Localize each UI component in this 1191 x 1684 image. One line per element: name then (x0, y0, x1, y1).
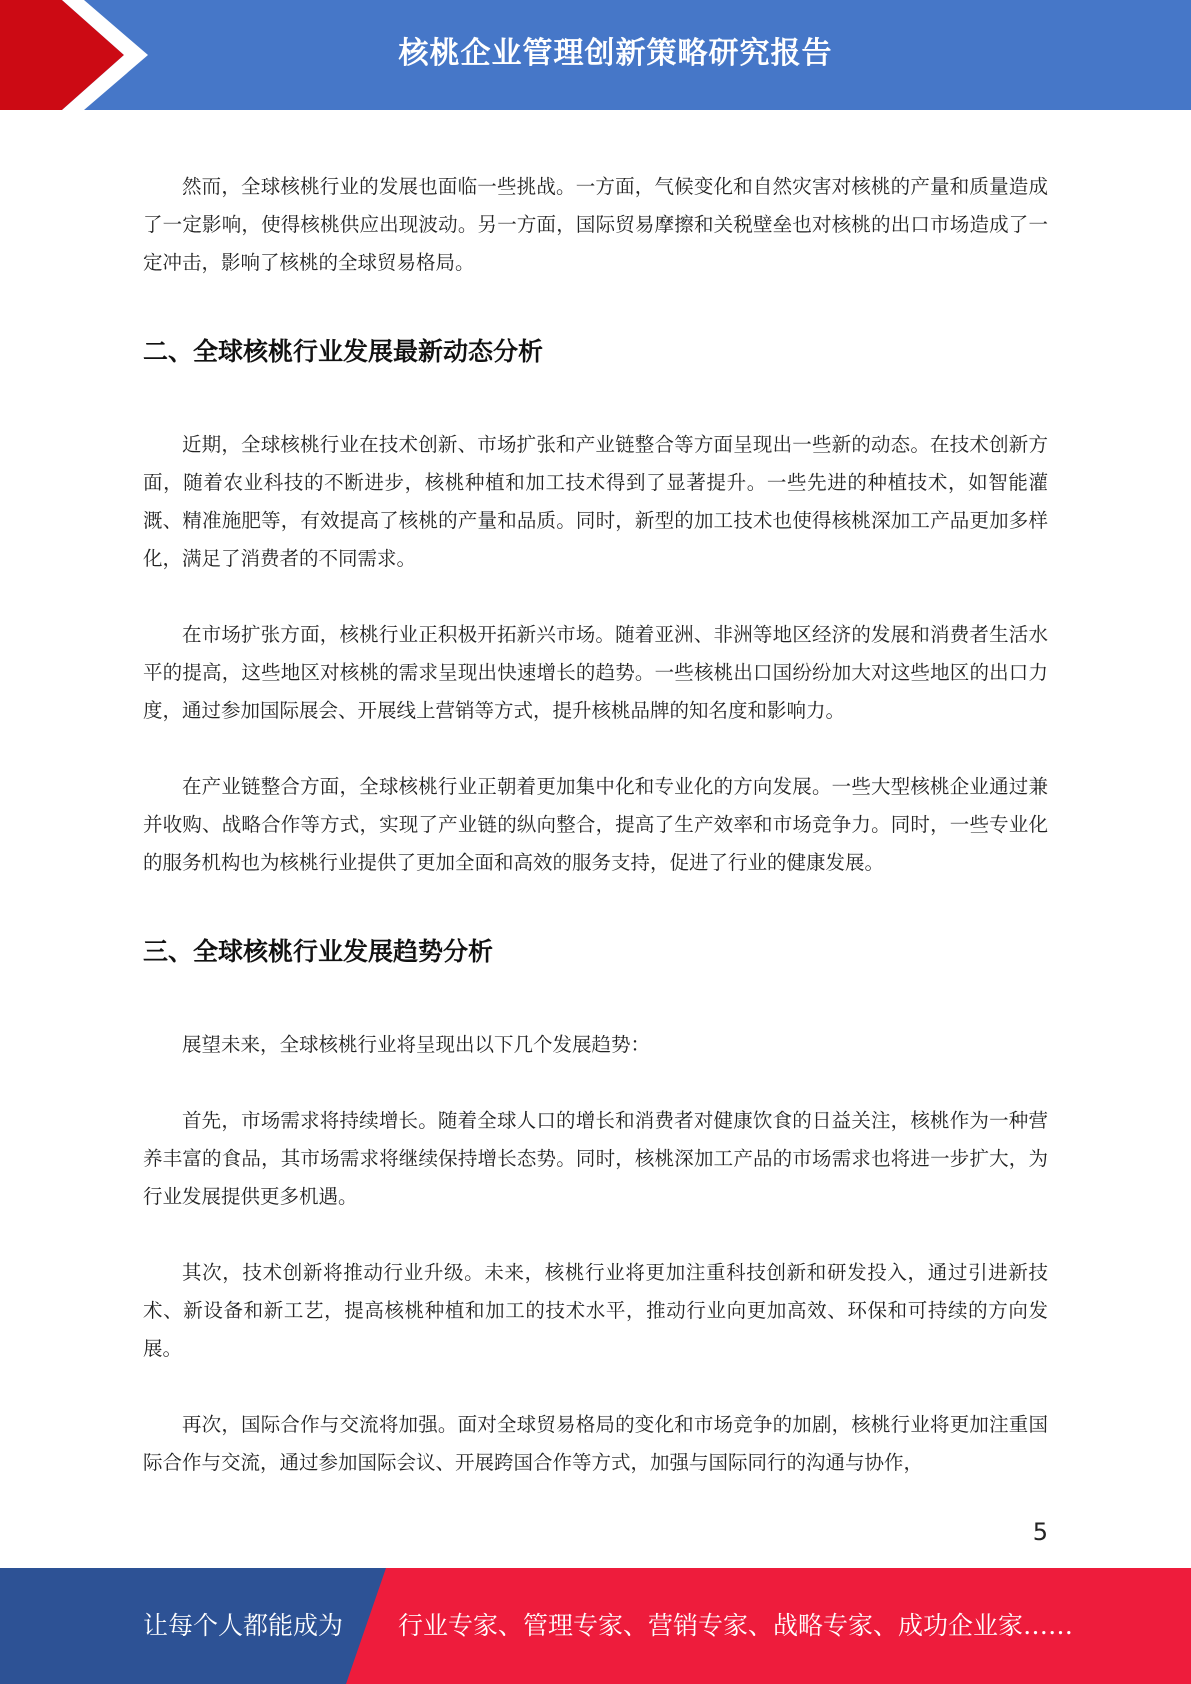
paragraph-second-trend: 其次，技术创新将推动行业升级。未来，核桃行业将更加注重科技创新和研发投入，通过引进新技术、新设备和新工艺，提高核桃种植和加工的技术水平，推动行业向更加高效、环保和可持续的方向发展。 (143, 1261, 1048, 1360)
paragraph-outlook: 展望未来，全球核桃行业将呈现出以下几个发展趋势： (182, 1033, 651, 1056)
page-content (143, 168, 1048, 1482)
paragraph-challenges: 然而，全球核桃行业的发展也面临一些挑战。一方面，气候变化和自然灾害对核桃的产量和质量造成了一定影响，使得核桃供应出现波动。另一方面，国际贸易摩擦和关税壁垒也对核桃的出口市场造成了一定冲击，影响了核桃的全球贸易格局。 (143, 175, 1048, 274)
section-heading-trends: 三、全球核桃行业发展趋势分析 (143, 937, 494, 966)
paragraph-third-trend: 再次，国际合作与交流将加强。面对全球贸易格局的变化和市场竞争的加剧，核桃行业将更加注重国际合作与交流，通过参加国际会议、开展跨国合作等方式，加强与国际同行的沟通与协作， (143, 1413, 1048, 1474)
page-footer (0, 1568, 1191, 1684)
paragraph-market-expansion: 在市场扩张方面，核桃行业正积极开拓新兴市场。随着亚洲、非洲等地区经济的发展和消费者生活水平的提高，这些地区对核桃的需求呈现出快速增长的趋势。一些核桃出口国纷纷加大对这些地区的出口力度，通过参加国际展会、开展线上营销等方式，提升核桃品牌的知名度和影响力。 (143, 623, 1048, 722)
paragraph-recent-dynamics: 近期，全球核桃行业在技术创新、市场扩张和产业链整合等方面呈现出一些新的动态。在技术创新方面，随着农业科技的不断进步，核桃种植和加工技术得到了显著提升。一些先进的种植技术，如智能灌溉、精准施肥等，有效提高了核桃的产量和品质。同时，新型的加工技术也使得核桃深加工产品更加多样化，满足了消费者的不同需求。 (143, 433, 1048, 570)
page-number: 5 (1032, 1518, 1048, 1546)
section-heading-latest-dynamics: 二、全球核桃行业发展最新动态分析 (143, 337, 544, 366)
paragraph-industry-chain: 在产业链整合方面，全球核桃行业正朝着更加集中化和专业化的方向发展。一些大型核桃企业通过兼并收购、战略合作等方式，实现了产业链的纵向整合，提高了生产效率和市场竞争力。同时，一些专业化的服务机构也为核桃行业提供了更加全面和高效的服务支持，促进了行业的健康发展。 (143, 775, 1048, 874)
report-title: 核桃企业管理创新策略研究报告 (398, 36, 833, 71)
footer-slogan-right: 行业专家、管理专家、营销专家、战略专家、成功企业家…… (398, 1611, 1074, 1640)
page-header (0, 0, 1191, 110)
paragraph-first-trend: 首先，市场需求将持续增长。随着全球人口的增长和消费者对健康饮食的日益关注，核桃作为一种营养丰富的食品，其市场需求将继续保持增长态势。同时，核桃深加工产品的市场需求也将进一步扩大，为行业发展提供更多机遇。 (143, 1109, 1048, 1208)
footer-slogan-left: 让每个人都能成为 (143, 1611, 344, 1640)
